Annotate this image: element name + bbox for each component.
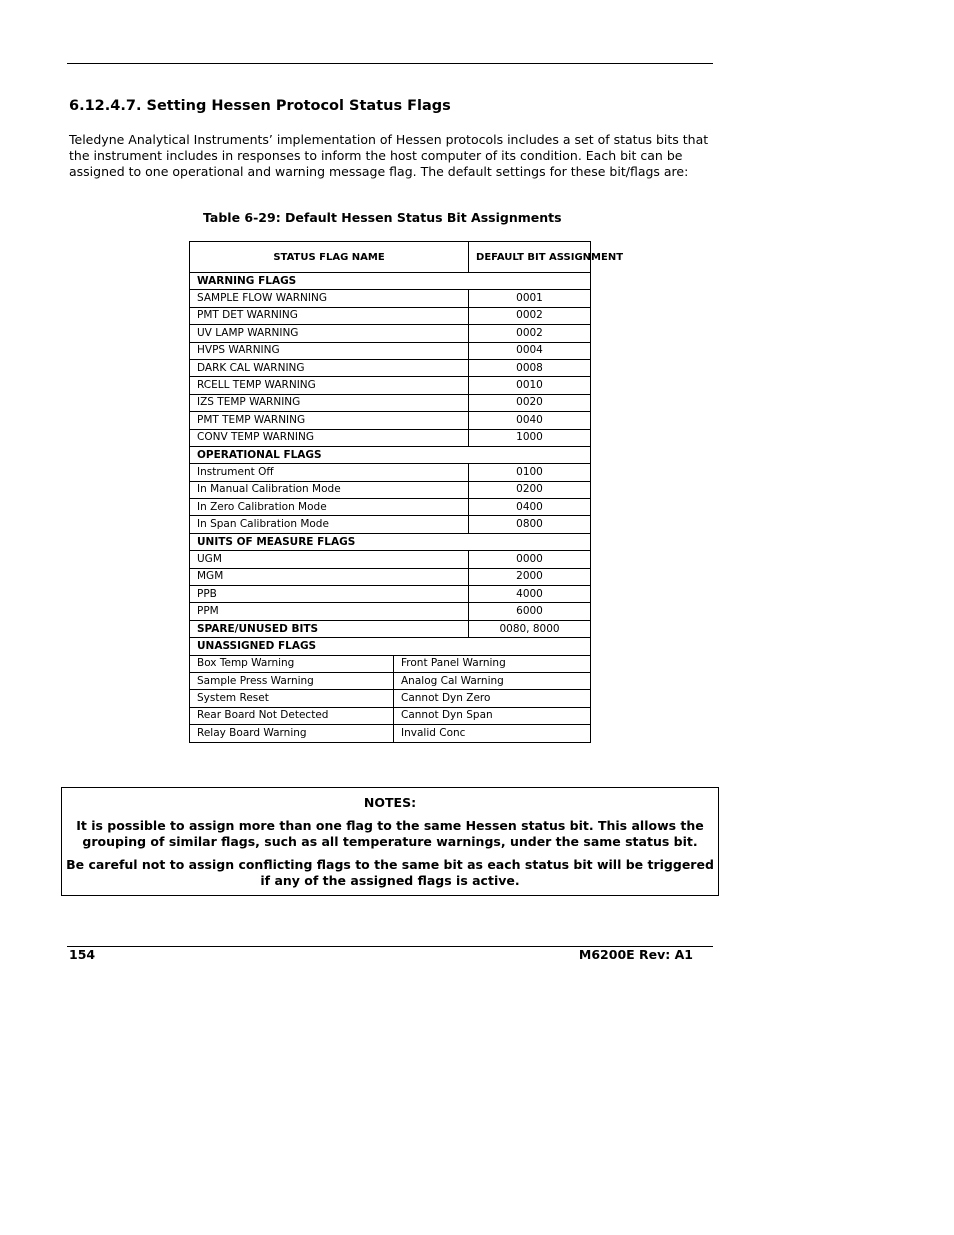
flag-name-cell: MGM bbox=[190, 568, 469, 585]
note-multiple-flags: It is possible to assign more than one flag to the same Hessen status bit. This allows the grouping of similar flags, such as all temperature warnings, under the same status bit. bbox=[76, 818, 704, 849]
unassigned-flag-left: System Reset bbox=[190, 690, 394, 707]
table-row bbox=[190, 377, 591, 394]
unassigned-flag-left: Rear Board Not Detected bbox=[190, 707, 394, 724]
notes-title: NOTES: bbox=[363, 795, 417, 810]
unassigned-flag-right: Invalid Conc bbox=[394, 725, 591, 742]
unassigned-flag-left: Sample Press Warning bbox=[190, 672, 394, 689]
section-units-flags-label: UNITS OF MEASURE FLAGS bbox=[190, 533, 591, 550]
bit-value-cell: 0002 bbox=[469, 325, 591, 342]
table-row bbox=[190, 690, 591, 707]
table-row bbox=[190, 429, 591, 446]
spare-bits-label: SPARE/UNUSED BITS bbox=[190, 620, 469, 637]
table-row bbox=[190, 412, 591, 429]
table-row bbox=[190, 586, 591, 603]
spare-bits-value: 0080, 8000 bbox=[469, 620, 591, 637]
flag-name-cell: HVPS WARNING bbox=[190, 342, 469, 359]
table-row bbox=[190, 655, 591, 672]
bit-value-cell: 0008 bbox=[469, 359, 591, 376]
section-units-flags bbox=[190, 533, 591, 550]
bit-value-cell: 0001 bbox=[469, 290, 591, 307]
table-row bbox=[190, 290, 591, 307]
bit-value-cell: 0004 bbox=[469, 342, 591, 359]
flag-name-cell: UGM bbox=[190, 551, 469, 568]
flag-name-cell: PPB bbox=[190, 586, 469, 603]
flag-name-cell: DARK CAL WARNING bbox=[190, 359, 469, 376]
bit-value-cell: 0010 bbox=[469, 377, 591, 394]
bit-value-cell: 6000 bbox=[469, 603, 591, 620]
table-caption: Table 6-29: Default Hessen Status Bit Assignments bbox=[203, 210, 562, 225]
section-heading: 6.12.4.7. Setting Hessen Protocol Status Flags bbox=[69, 98, 451, 114]
flag-name-cell: In Manual Calibration Mode bbox=[190, 481, 469, 498]
flag-name-cell: RCELL TEMP WARNING bbox=[190, 377, 469, 394]
table-row bbox=[190, 672, 591, 689]
table-row bbox=[190, 516, 591, 533]
flag-name-cell: CONV TEMP WARNING bbox=[190, 429, 469, 446]
table-row bbox=[190, 707, 591, 724]
intro-paragraph: Teledyne Analytical Instruments’ implementation of Hessen protocols includes a set of status bits that the instrument includes in responses to inform the host computer of its condition. Each bit can be assigned to one operational and warning message flag. The default settings for these bit/flags are: bbox=[69, 132, 709, 179]
bit-value-cell: 0002 bbox=[469, 307, 591, 324]
flag-name-cell: PMT DET WARNING bbox=[190, 307, 469, 324]
table-row bbox=[190, 359, 591, 376]
table-row bbox=[190, 725, 591, 742]
unassigned-flag-right: Cannot Dyn Span bbox=[394, 707, 591, 724]
flag-name-cell: In Span Calibration Mode bbox=[190, 516, 469, 533]
bit-value-cell: 0040 bbox=[469, 412, 591, 429]
bit-value-cell: 4000 bbox=[469, 586, 591, 603]
table-row bbox=[190, 568, 591, 585]
table-row bbox=[190, 481, 591, 498]
top-rule bbox=[67, 63, 713, 64]
bit-value-cell: 0200 bbox=[469, 481, 591, 498]
bit-value-cell: 1000 bbox=[469, 429, 591, 446]
document-revision: M6200E Rev: A1 bbox=[578, 947, 693, 962]
unassigned-flag-right: Front Panel Warning bbox=[394, 655, 591, 672]
flag-name-cell: UV LAMP WARNING bbox=[190, 325, 469, 342]
bit-value-cell: 0800 bbox=[469, 516, 591, 533]
bit-value-cell: 0100 bbox=[469, 464, 591, 481]
flag-name-cell: Instrument Off bbox=[190, 464, 469, 481]
unassigned-flag-left: Box Temp Warning bbox=[190, 655, 394, 672]
notes-box bbox=[61, 787, 719, 896]
spare-bits-row bbox=[190, 620, 591, 637]
table-row bbox=[190, 342, 591, 359]
section-warning-flags bbox=[190, 273, 591, 290]
bit-value-cell: 2000 bbox=[469, 568, 591, 585]
table-row bbox=[190, 307, 591, 324]
page-number: 154 bbox=[69, 947, 96, 962]
section-operational-flags bbox=[190, 446, 591, 463]
flag-name-cell: IZS TEMP WARNING bbox=[190, 394, 469, 411]
unassigned-flag-left: Relay Board Warning bbox=[190, 725, 394, 742]
section-operational-flags-label: OPERATIONAL FLAGS bbox=[190, 446, 591, 463]
flag-name-cell: SAMPLE FLOW WARNING bbox=[190, 290, 469, 307]
bit-value-cell: 0020 bbox=[469, 394, 591, 411]
section-warning-flags-label: WARNING FLAGS bbox=[190, 273, 591, 290]
header-default-bit: DEFAULT BIT ASSIGNMENT bbox=[469, 242, 591, 273]
status-table-body bbox=[190, 242, 624, 743]
section-unassigned-flags-label: UNASSIGNED FLAGS bbox=[190, 638, 591, 655]
note-conflicting-flags: Be careful not to assign conflicting flags to the same bit as each status bit will be triggered if any of the assigned flags is active. bbox=[66, 857, 714, 888]
bit-value-cell: 0000 bbox=[469, 551, 591, 568]
section-unassigned-flags bbox=[190, 638, 591, 655]
flag-name-cell: PPM bbox=[190, 603, 469, 620]
flag-name-cell: In Zero Calibration Mode bbox=[190, 499, 469, 516]
table-row bbox=[190, 551, 591, 568]
status-bit-table bbox=[189, 241, 624, 743]
table-row bbox=[190, 499, 591, 516]
table-row bbox=[190, 464, 591, 481]
table-row bbox=[190, 394, 591, 411]
flag-name-cell: PMT TEMP WARNING bbox=[190, 412, 469, 429]
unassigned-flag-right: Analog Cal Warning bbox=[394, 672, 591, 689]
unassigned-flag-right: Cannot Dyn Zero bbox=[394, 690, 591, 707]
table-row bbox=[190, 603, 591, 620]
table-row bbox=[190, 325, 591, 342]
bit-value-cell: 0400 bbox=[469, 499, 591, 516]
header-flag-name: STATUS FLAG NAME bbox=[190, 242, 469, 273]
table-header-row bbox=[190, 242, 591, 273]
